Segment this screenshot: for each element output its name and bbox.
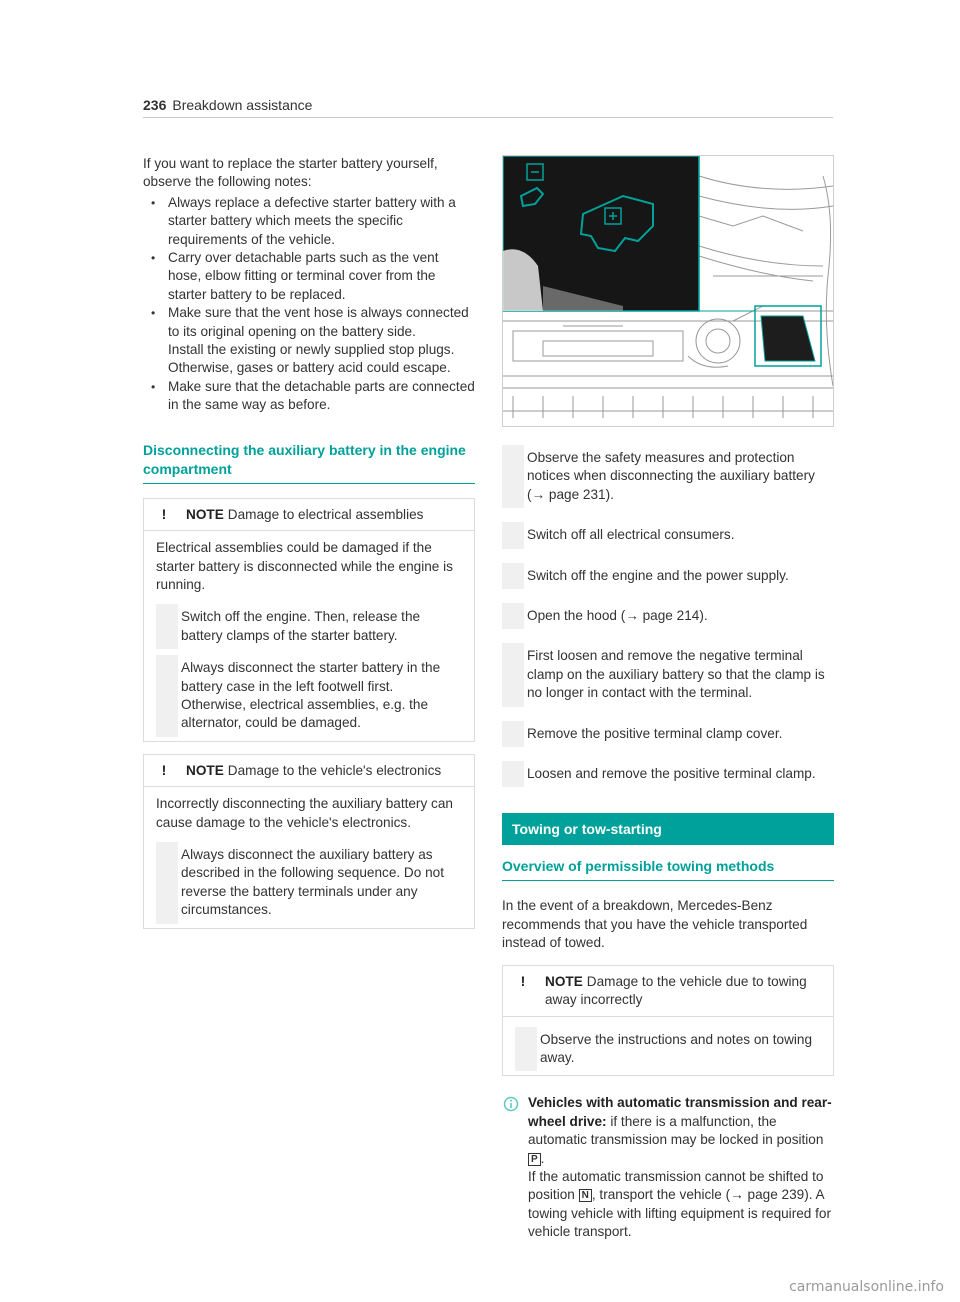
notice-box bbox=[143, 754, 475, 929]
action-text: First loosen and remove the negative terminal clamp on the auxiliary battery so that the clamp is no longer in contact with the terminal. bbox=[527, 648, 825, 701]
notice-title: Damage to the vehicle due to towing away incorrectly bbox=[545, 973, 807, 1008]
action-step bbox=[502, 607, 834, 625]
action-text: Observe the instructions and notes on towing away. bbox=[540, 1031, 813, 1065]
watermark: carmanualsonline.info bbox=[789, 1278, 944, 1295]
action-step bbox=[502, 567, 834, 585]
action-text: Open the hood (→ page 214). bbox=[527, 608, 708, 624]
list-item-text: Make sure that the vent hose is always connected to its original opening on the battery side. bbox=[168, 305, 469, 339]
action-step bbox=[502, 449, 834, 504]
action-text: Always disconnect the starter battery in the battery case in the left footwell first. Otherwise, electrical assemblies, e.g. the alternator, could be damaged. bbox=[181, 660, 441, 731]
section-heading: Disconnecting the auxiliary battery in the engine compartment bbox=[143, 441, 475, 484]
chapter-title: Breakdown assistance bbox=[172, 97, 313, 113]
action-step bbox=[156, 846, 462, 920]
info-block bbox=[502, 1094, 834, 1241]
info-icon bbox=[503, 1096, 519, 1112]
notice-body bbox=[503, 1017, 833, 1076]
action-step bbox=[156, 659, 462, 733]
intro-paragraph: If you want to replace the starter battery yourself, observe the following notes: bbox=[143, 156, 438, 190]
sub-heading: Overview of permissible towing methods bbox=[502, 857, 834, 881]
gear-n-symbol: N bbox=[579, 1189, 592, 1202]
notice-header bbox=[144, 755, 474, 787]
page-header bbox=[143, 96, 833, 118]
list-item-subtext: Otherwise, gases or battery acid could escape. bbox=[168, 360, 451, 376]
notice-text: Electrical assemblies could be damaged if the starter battery is disconnected while the engine is running. bbox=[156, 540, 453, 592]
list-item: • Carry over detachable parts such as the vent hose, elbow fitting or terminal cover from the starter battery to be replaced. bbox=[143, 249, 475, 304]
notice-title: Damage to electrical assemblies bbox=[227, 506, 424, 522]
overview-paragraph: In the event of a breakdown, Mercedes-Benz recommends that you have the vehicle transported instead of towed. bbox=[502, 898, 808, 951]
warning-icon: ! bbox=[161, 761, 167, 778]
notice-label: NOTE bbox=[186, 506, 224, 522]
warning-icon: ! bbox=[520, 972, 526, 989]
action-step bbox=[502, 725, 834, 743]
notice-label: NOTE bbox=[545, 973, 583, 989]
action-text: Remove the positive terminal clamp cover. bbox=[527, 725, 783, 741]
action-text: Loosen and remove the positive terminal clamp. bbox=[527, 766, 816, 782]
list-item bbox=[143, 304, 475, 378]
action-step bbox=[502, 647, 834, 702]
info-text: Vehicles with automatic transmission and rear-wheel drive: if there is a malfunction, the automatic transmission may be locked in position P . bbox=[528, 1095, 832, 1166]
notice-body bbox=[144, 787, 474, 927]
action-step bbox=[502, 526, 834, 544]
action-text: Observe the safety measures and protection notices when disconnecting the auxiliary battery (→ page 231). bbox=[527, 450, 815, 502]
action-text: Switch off all electrical consumers. bbox=[527, 527, 735, 543]
notice-box bbox=[502, 965, 834, 1077]
notice-header bbox=[144, 499, 474, 531]
notice-body bbox=[144, 531, 474, 741]
action-text: Always disconnect the auxiliary battery as described in the following sequence. Do not reverse the battery terminals under any circumstances. bbox=[181, 846, 444, 918]
list-item: • Always replace a defective starter battery with a starter battery which meets the specific requirements of the vehicle. bbox=[143, 194, 475, 249]
engine-compartment-drawing bbox=[503, 156, 834, 427]
page-number: 236 bbox=[143, 97, 167, 113]
warning-icon: ! bbox=[161, 505, 167, 522]
notice-text: Incorrectly disconnecting the auxiliary battery can cause damage to the vehicle's electronics. bbox=[156, 796, 453, 830]
action-step bbox=[502, 765, 834, 783]
left-column bbox=[143, 155, 475, 929]
notice-label: NOTE bbox=[186, 762, 224, 778]
list-item: • Make sure that the detachable parts are connected in the same way as before. bbox=[143, 378, 475, 415]
action-step bbox=[515, 1031, 821, 1068]
notice-box bbox=[143, 498, 475, 742]
gear-p-symbol: P bbox=[528, 1153, 541, 1166]
notice-title: Damage to the vehicle's electronics bbox=[227, 762, 442, 778]
info-bold: Vehicles with automatic transmission and rear-wheel drive: bbox=[528, 1095, 832, 1129]
list-item-subtext: Install the existing or newly supplied stop plugs. bbox=[168, 342, 455, 358]
notice-header bbox=[503, 966, 833, 1017]
engine-compartment-illustration bbox=[502, 155, 834, 427]
info-text: If the automatic transmission cannot be shifted to position N , transport the vehicle (→ page 239). A towing vehicle with lifting equipment is required for vehicle transport. bbox=[528, 1168, 831, 1240]
battery-notes-list bbox=[143, 194, 475, 415]
section-banner: Towing or tow-starting bbox=[502, 813, 834, 845]
action-text: Switch off the engine. Then, release the battery clamps of the starter battery. bbox=[181, 609, 421, 643]
disconnect-steps bbox=[502, 449, 834, 783]
action-text: Switch off the engine and the power supply. bbox=[527, 567, 789, 583]
action-step bbox=[156, 608, 462, 645]
right-column bbox=[502, 155, 834, 1242]
